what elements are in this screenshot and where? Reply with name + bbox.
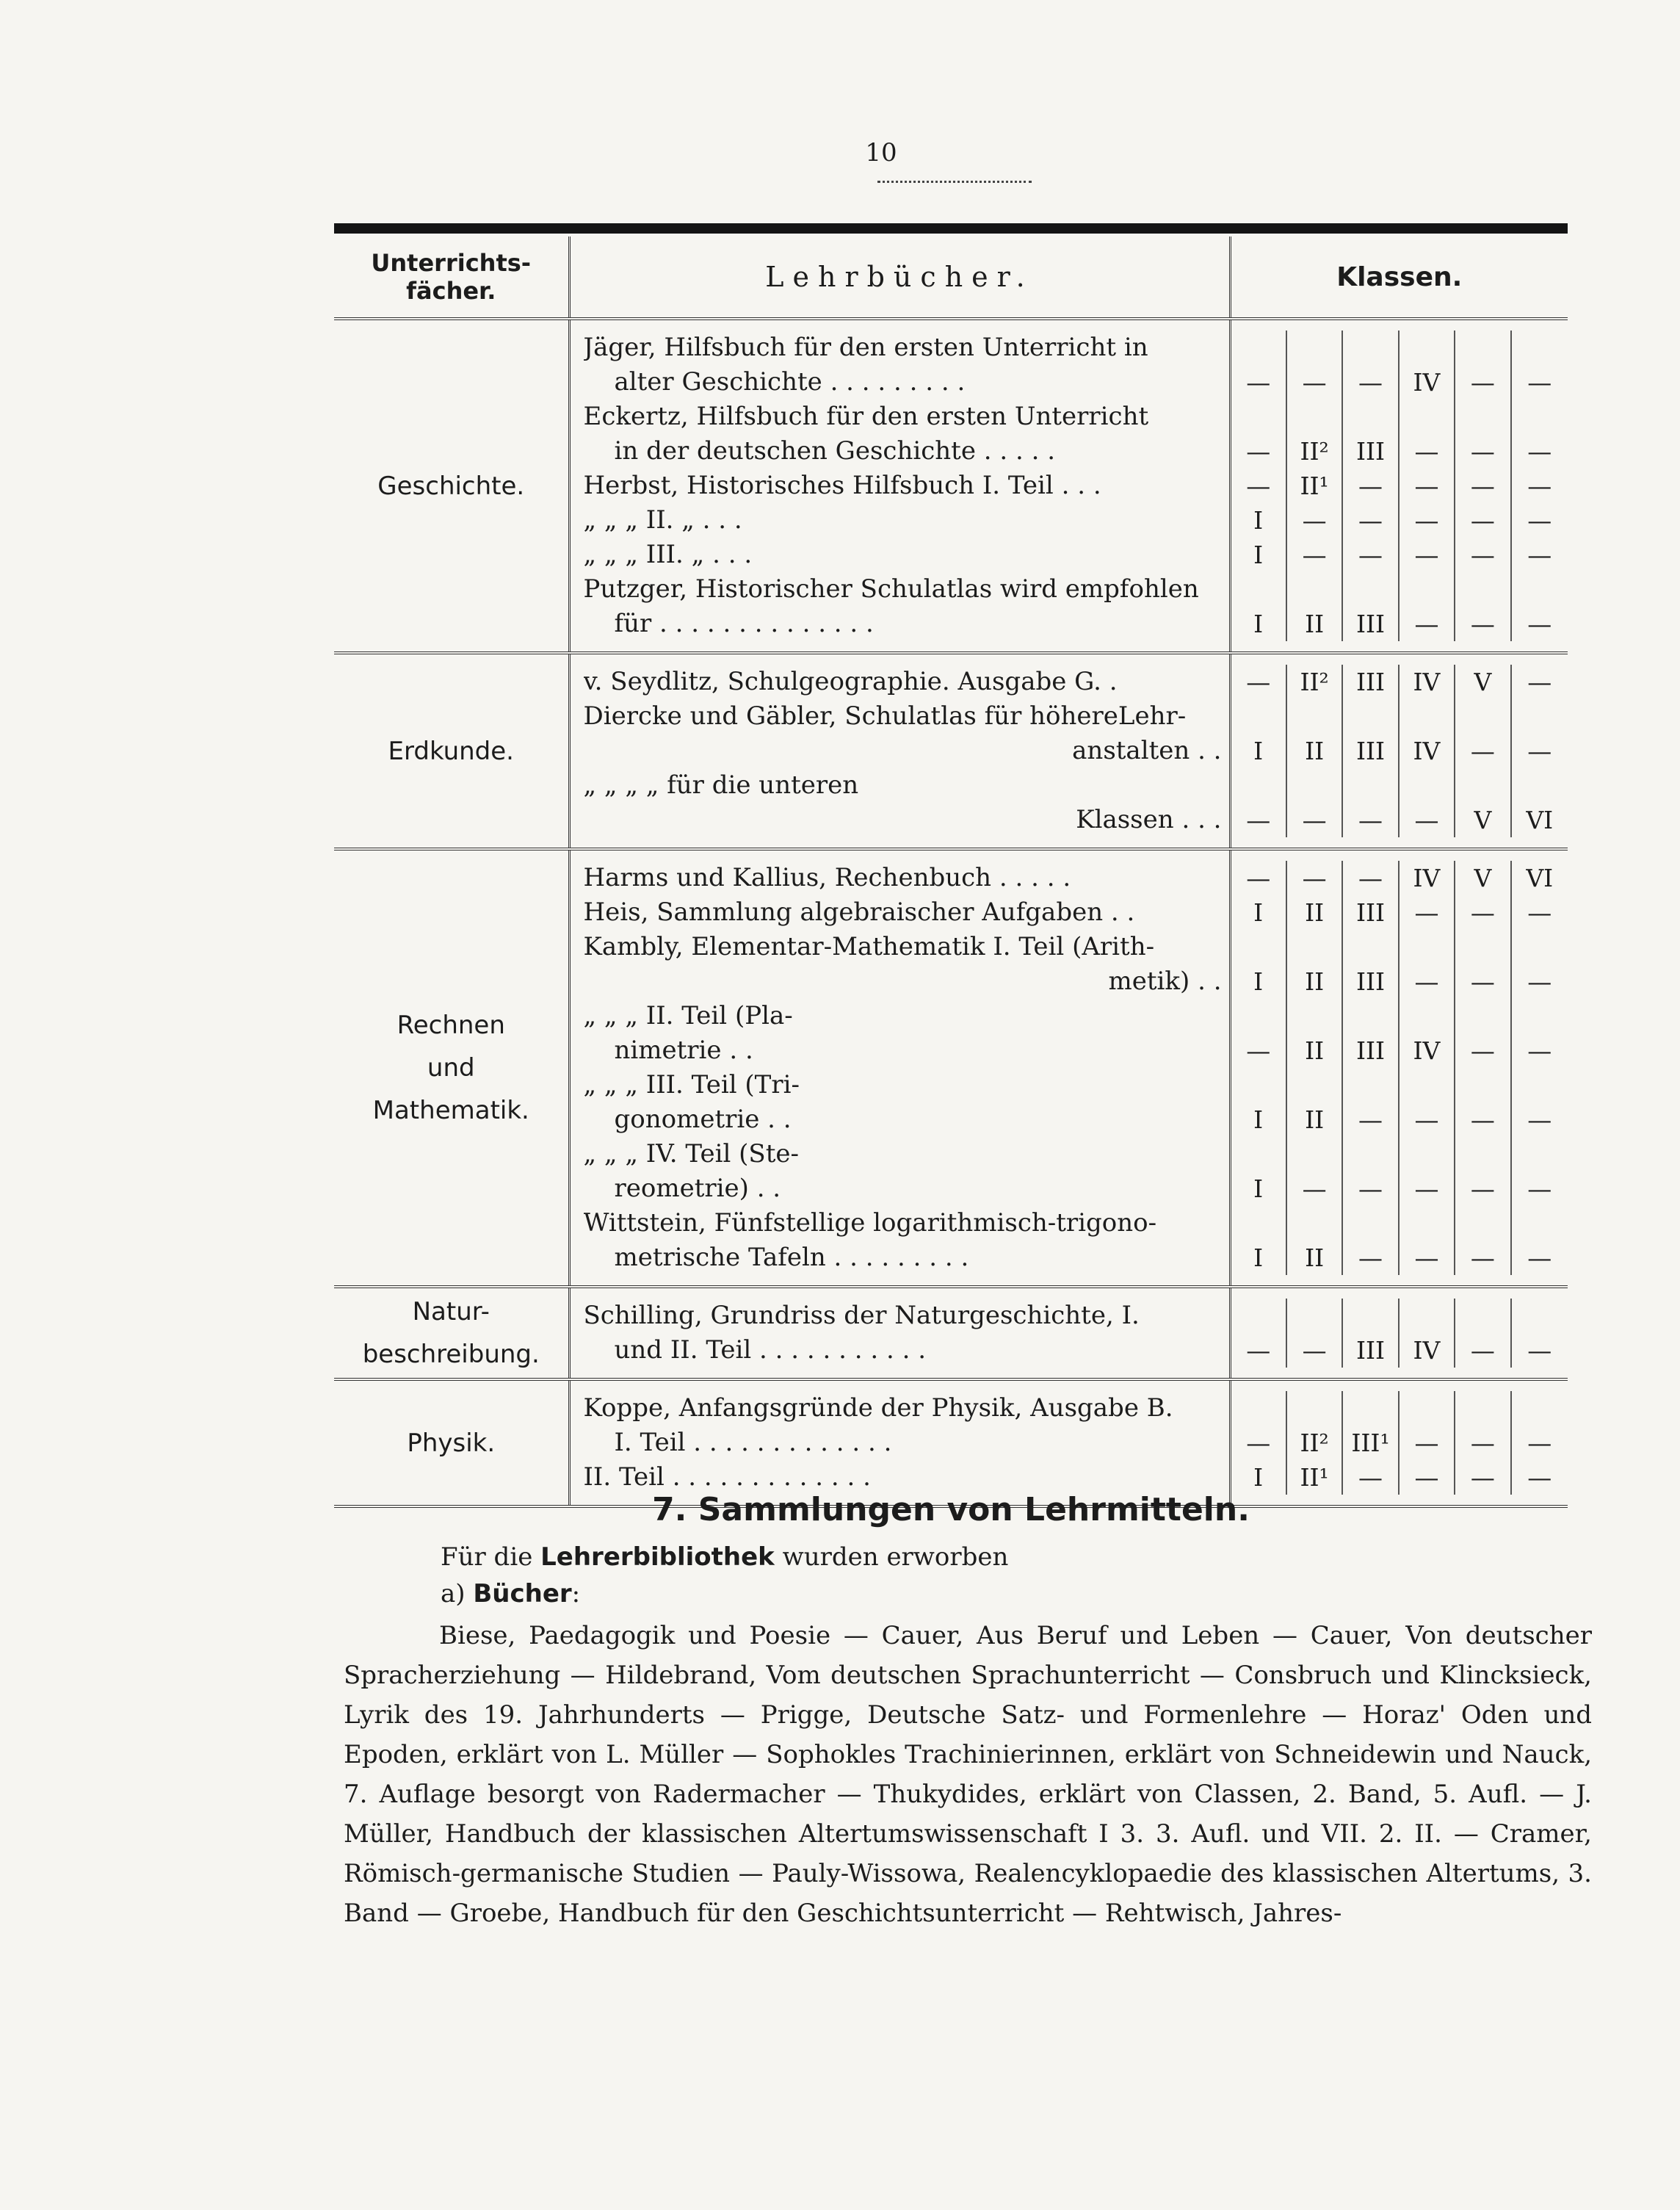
- subheading-line: [441, 1579, 580, 1608]
- class-cell: —: [1455, 1171, 1511, 1206]
- book-line: II. Teil . . . . . . . . . . . . .: [583, 1462, 871, 1492]
- class-cell: III¹: [1343, 1426, 1399, 1460]
- subject-name: Physik.: [334, 1379, 569, 1506]
- subject-name: Rechnen und Mathematik.: [334, 849, 569, 1287]
- class-cell: IV: [1400, 365, 1455, 400]
- class-cell: I: [1231, 538, 1287, 572]
- class-cell: IV: [1400, 665, 1455, 699]
- class-cell-blank: [1287, 400, 1343, 434]
- class-cell-blank: [1343, 331, 1399, 365]
- class-cell: —: [1527, 1036, 1552, 1065]
- table-top-rule: [334, 223, 1568, 234]
- class-cell-blank: [1455, 699, 1511, 734]
- book-line: „ „ „ II. „ . . .: [583, 505, 742, 535]
- class-cell: —: [1287, 503, 1343, 538]
- class-cell: I: [1231, 1460, 1287, 1495]
- class-cell-blank: [1512, 400, 1568, 434]
- class-cell-blank: [1231, 1299, 1287, 1333]
- class-cell: —: [1527, 610, 1552, 638]
- class-cell: —: [1527, 1105, 1552, 1134]
- class-cell: —: [1287, 861, 1343, 895]
- class-cell: —: [1287, 538, 1343, 572]
- section-title: 7. Sammlungen von Lehrmitteln.: [652, 1491, 1250, 1528]
- book-list: [569, 319, 1230, 653]
- class-cell: —: [1231, 1033, 1287, 1068]
- class-cell-blank: [1400, 768, 1455, 803]
- book-line: und II. Teil . . . . . . . . . . .: [614, 1335, 927, 1365]
- class-cell: I: [1231, 1171, 1287, 1206]
- class-assignments: [1230, 1379, 1568, 1506]
- class-cell: —: [1287, 1333, 1343, 1368]
- book-line: Harms und Kallius, Rechenbuch . . . . .: [583, 863, 1071, 892]
- class-cell: —: [1400, 503, 1455, 538]
- class-cell-blank: [1287, 768, 1343, 803]
- book-list: [569, 1379, 1230, 1506]
- class-cell-blank: [1512, 1391, 1568, 1426]
- class-cell: —: [1400, 1171, 1455, 1206]
- class-cell: —: [1231, 665, 1287, 699]
- class-cell-blank: [1231, 1206, 1287, 1241]
- book-line: Jäger, Hilfsbuch für den ersten Unterricht in: [583, 333, 1148, 362]
- class-cell: —: [1343, 1460, 1399, 1495]
- class-cell: III: [1343, 964, 1399, 999]
- class-cell: II: [1287, 1033, 1343, 1068]
- subject-name: Natur- beschreibung.: [334, 1287, 569, 1379]
- class-cell-blank: [1400, 400, 1455, 434]
- class-cell: —: [1527, 506, 1552, 535]
- class-cell: —: [1527, 472, 1552, 500]
- class-cell-blank: [1287, 930, 1343, 964]
- class-cell-blank: [1400, 1068, 1455, 1102]
- class-cell: —: [1527, 898, 1552, 927]
- class-cell: —: [1343, 1171, 1399, 1206]
- class-cell: —: [1527, 437, 1552, 466]
- class-cell: IV: [1400, 1333, 1455, 1368]
- intro-line: [441, 1542, 1008, 1572]
- class-cell: V: [1455, 665, 1511, 699]
- class-cell: III: [1343, 1333, 1399, 1368]
- class-cell: —: [1400, 434, 1455, 469]
- class-cell-blank: [1512, 1137, 1568, 1171]
- class-cell: —: [1231, 469, 1287, 503]
- class-cell: —: [1527, 368, 1552, 397]
- page-number-ornament: [877, 173, 1032, 183]
- class-cell-blank: [1455, 999, 1511, 1033]
- class-cell: —: [1527, 1429, 1552, 1457]
- class-cell-blank: [1512, 1068, 1568, 1102]
- class-cell-blank: [1400, 331, 1455, 365]
- class-cell: —: [1400, 469, 1455, 503]
- class-cell: I: [1231, 1241, 1287, 1275]
- intro-suffix: wurden erworben: [782, 1542, 1009, 1572]
- class-cell-blank: [1343, 1299, 1399, 1333]
- book-line: Heis, Sammlung algebraischer Aufgaben . .: [583, 898, 1135, 927]
- class-cell-blank: [1512, 930, 1568, 964]
- class-cell: —: [1343, 365, 1399, 400]
- class-cell-blank: [1343, 572, 1399, 607]
- class-cell: VI: [1526, 806, 1554, 834]
- class-cell-blank: [1231, 400, 1287, 434]
- subject-name: Geschichte.: [334, 319, 569, 653]
- class-cell: —: [1455, 365, 1511, 400]
- class-cell: —: [1527, 668, 1552, 696]
- sub-suffix: :: [571, 1579, 581, 1608]
- class-cell: —: [1287, 365, 1343, 400]
- class-cell: IV: [1400, 734, 1455, 768]
- page-number: 10: [865, 138, 897, 167]
- class-cell-blank: [1343, 1206, 1399, 1241]
- class-cell: II: [1287, 1102, 1343, 1137]
- intro-bold: Lehrerbibliothek: [540, 1542, 775, 1572]
- class-cell: —: [1455, 503, 1511, 538]
- class-cell: —: [1400, 1426, 1455, 1460]
- book-line: „ „ „ IV. Teil (Ste-: [583, 1139, 799, 1169]
- class-cell: V: [1455, 861, 1511, 895]
- subject-group: [334, 1379, 1568, 1506]
- class-cell: II: [1287, 607, 1343, 641]
- book-line: reometrie) . .: [614, 1174, 781, 1203]
- class-cell: —: [1455, 964, 1511, 999]
- class-cell: II²: [1287, 1426, 1343, 1460]
- class-cell: —: [1455, 734, 1511, 768]
- class-cell-blank: [1512, 1299, 1568, 1333]
- subject-group: [334, 849, 1568, 1287]
- class-cell: II²: [1287, 665, 1343, 699]
- class-cell-blank: [1231, 999, 1287, 1033]
- class-cell: VI: [1526, 864, 1554, 892]
- class-cell: —: [1455, 1033, 1511, 1068]
- class-cell: IV: [1400, 1033, 1455, 1068]
- class-cell: —: [1343, 469, 1399, 503]
- class-cell-blank: [1512, 999, 1568, 1033]
- class-cell-blank: [1455, 1391, 1511, 1426]
- sub-prefix: a): [441, 1579, 466, 1608]
- book-line: Diercke und Gäbler, Schulatlas für höhereLehr-: [583, 701, 1187, 731]
- class-cell-blank: [1400, 1391, 1455, 1426]
- sub-bold: Bücher: [473, 1579, 572, 1608]
- book-line: anstalten . .: [1072, 736, 1222, 765]
- class-cell-blank: [1455, 400, 1511, 434]
- class-cell-blank: [1400, 1299, 1455, 1333]
- class-cell: —: [1527, 1243, 1552, 1272]
- header-books: Lehrbücher.: [569, 236, 1230, 319]
- class-cell: I: [1231, 607, 1287, 641]
- class-cell: —: [1455, 469, 1511, 503]
- class-cell: —: [1400, 1241, 1455, 1275]
- table-header-row: [334, 236, 1568, 319]
- class-cell-blank: [1343, 400, 1399, 434]
- class-cell: I: [1231, 1102, 1287, 1137]
- book-line: „ „ „ „ für die unteren: [583, 770, 859, 800]
- class-cell: I: [1231, 503, 1287, 538]
- class-cell-blank: [1343, 1068, 1399, 1102]
- class-cell: —: [1287, 803, 1343, 837]
- subject-group: [334, 653, 1568, 849]
- class-cell: —: [1400, 538, 1455, 572]
- class-cell-blank: [1512, 768, 1568, 803]
- class-cell-blank: [1231, 1068, 1287, 1102]
- book-list: [569, 849, 1230, 1287]
- class-cell: —: [1400, 964, 1455, 999]
- class-cell-blank: [1287, 699, 1343, 734]
- class-cell-blank: [1455, 768, 1511, 803]
- class-cell-blank: [1287, 1391, 1343, 1426]
- class-cell: II²: [1287, 434, 1343, 469]
- class-cell: I: [1231, 734, 1287, 768]
- class-cell-blank: [1400, 572, 1455, 607]
- class-cell: —: [1455, 1426, 1511, 1460]
- class-cell-blank: [1231, 331, 1287, 365]
- class-cell: II: [1287, 964, 1343, 999]
- class-assignments: [1230, 319, 1568, 653]
- class-cell-blank: [1287, 1137, 1343, 1171]
- book-line: nimetrie . .: [614, 1036, 753, 1065]
- subject-group: [334, 319, 1568, 653]
- class-cell: —: [1231, 365, 1287, 400]
- class-cell: III: [1343, 607, 1399, 641]
- class-cell: —: [1527, 967, 1552, 996]
- class-cell: —: [1455, 1241, 1511, 1275]
- book-list: [569, 1287, 1230, 1379]
- class-cell-blank: [1455, 1068, 1511, 1102]
- class-cell: III: [1343, 434, 1399, 469]
- class-cell: II: [1287, 734, 1343, 768]
- class-cell: —: [1343, 1241, 1399, 1275]
- class-cell: III: [1343, 895, 1399, 930]
- class-cell-blank: [1455, 1206, 1511, 1241]
- intro-prefix: Für die: [441, 1542, 533, 1572]
- class-cell-blank: [1343, 699, 1399, 734]
- book-line: „ „ „ III. „ . . .: [583, 540, 753, 569]
- book-line: „ „ „ III. Teil (Tri-: [583, 1070, 800, 1099]
- book-line: Eckertz, Hilfsbuch für den ersten Unterricht: [583, 402, 1149, 431]
- class-cell-blank: [1455, 930, 1511, 964]
- class-assignments: [1230, 1287, 1568, 1379]
- class-assignments: [1230, 849, 1568, 1287]
- class-cell-blank: [1287, 999, 1343, 1033]
- class-cell: III: [1343, 665, 1399, 699]
- class-cell: —: [1343, 503, 1399, 538]
- book-line: Koppe, Anfangsgründe der Physik, Ausgabe B.: [583, 1393, 1173, 1423]
- book-line: gonometrie . .: [614, 1105, 792, 1134]
- book-line: metrische Tafeln . . . . . . . . .: [614, 1243, 969, 1272]
- book-line: Wittstein, Fünfstellige logarithmisch-trigono-: [583, 1208, 1157, 1238]
- class-cell: III: [1343, 1033, 1399, 1068]
- class-cell-blank: [1343, 999, 1399, 1033]
- class-cell-blank: [1231, 572, 1287, 607]
- class-cell: —: [1343, 1102, 1399, 1137]
- class-cell-blank: [1455, 331, 1511, 365]
- book-line: in der deutschen Geschichte . . . . .: [614, 436, 1056, 466]
- class-cell-blank: [1287, 1206, 1343, 1241]
- book-line: für . . . . . . . . . . . . . .: [614, 609, 874, 638]
- class-cell-blank: [1343, 1391, 1399, 1426]
- class-cell: —: [1400, 895, 1455, 930]
- class-cell-blank: [1343, 930, 1399, 964]
- class-cell: —: [1231, 1333, 1287, 1368]
- class-cell: —: [1455, 607, 1511, 641]
- class-cell: I: [1231, 964, 1287, 999]
- book-list: [569, 653, 1230, 849]
- book-line: Kambly, Elementar-Mathematik I. Teil (Arith-: [583, 932, 1155, 961]
- class-cell-blank: [1455, 1299, 1511, 1333]
- header-subjects: Unterrichts- fächer.: [334, 236, 569, 319]
- class-cell: V: [1455, 803, 1511, 837]
- class-cell-blank: [1287, 331, 1343, 365]
- class-cell-blank: [1400, 930, 1455, 964]
- class-cell: —: [1400, 607, 1455, 641]
- class-cell: II: [1287, 1241, 1343, 1275]
- class-cell-blank: [1512, 331, 1568, 365]
- class-cell-blank: [1512, 572, 1568, 607]
- class-cell-blank: [1343, 768, 1399, 803]
- class-cell-blank: [1287, 1299, 1343, 1333]
- class-cell: I: [1231, 895, 1287, 930]
- class-cell-blank: [1231, 930, 1287, 964]
- header-classes: Klassen.: [1336, 261, 1463, 292]
- class-cell: —: [1231, 803, 1287, 837]
- class-cell: —: [1343, 803, 1399, 837]
- class-cell: III: [1343, 734, 1399, 768]
- subject-group: [334, 1287, 1568, 1379]
- class-cell-blank: [1231, 768, 1287, 803]
- book-line: Schilling, Grundriss der Naturgeschichte, I.: [583, 1301, 1140, 1330]
- textbook-table: [334, 236, 1568, 1508]
- class-cell: —: [1527, 1336, 1552, 1365]
- book-line: I. Teil . . . . . . . . . . . . .: [614, 1428, 892, 1457]
- class-cell: —: [1527, 541, 1552, 569]
- class-cell-blank: [1400, 1137, 1455, 1171]
- book-line: v. Seydlitz, Schulgeographie. Ausgabe G. .: [583, 667, 1118, 696]
- class-assignments: [1230, 653, 1568, 849]
- class-cell-blank: [1400, 1206, 1455, 1241]
- class-cell: —: [1527, 737, 1552, 765]
- book-line: Putzger, Historischer Schulatlas wird empfohlen: [583, 574, 1199, 604]
- class-cell: —: [1287, 1171, 1343, 1206]
- class-cell: —: [1400, 803, 1455, 837]
- class-cell-blank: [1400, 999, 1455, 1033]
- class-cell: —: [1231, 434, 1287, 469]
- book-line: Klassen . . .: [1076, 805, 1222, 834]
- class-cell: —: [1455, 434, 1511, 469]
- class-cell: —: [1527, 1174, 1552, 1203]
- class-cell: —: [1455, 1460, 1511, 1495]
- book-line: metik) . .: [1108, 967, 1222, 996]
- book-line: „ „ „ II. Teil (Pla-: [583, 1001, 793, 1030]
- class-cell: —: [1455, 1102, 1511, 1137]
- class-cell: IV: [1400, 861, 1455, 895]
- class-cell: —: [1455, 1333, 1511, 1368]
- class-cell-blank: [1287, 572, 1343, 607]
- class-cell: —: [1343, 538, 1399, 572]
- subject-name: Erdkunde.: [334, 653, 569, 849]
- class-cell: —: [1343, 861, 1399, 895]
- class-cell-blank: [1343, 1137, 1399, 1171]
- class-cell-blank: [1455, 572, 1511, 607]
- class-cell: —: [1455, 538, 1511, 572]
- class-cell: —: [1400, 1102, 1455, 1137]
- class-cell-blank: [1231, 1137, 1287, 1171]
- book-line: alter Geschichte . . . . . . . . .: [614, 367, 966, 397]
- class-cell-blank: [1512, 699, 1568, 734]
- class-cell: —: [1527, 1463, 1552, 1492]
- book-list-paragraph: Biese, Paedagogik und Poesie — Cauer, Aus Beruf und Leben — Cauer, Von deutscher Spracherziehung — Hildebrand, Vom deutschen Sprachunterricht — Consbruch und Klincksieck, Lyrik des 19. Jahrhunderts — Prigge, Deutsche Satz- und Formenlehre — Horaz' Oden und Epoden, erklärt von L. Müller — Sophokles Trachinierinnen, erklärt von Schneidewin und Nauck, 7. Auflage besorgt von Radermacher — Thukydides, erklärt von Classen, 2. Band, 5. Aufl. — J. Müller, Handbuch der klassischen Altertumswissenschaft I 3. 3. Aufl. und VII. 2. II. — Cramer, Römisch-germanische Studien — Pauly-Wissowa, Realencyklopaedie des klassischen Altertums, 3. Band — Groebe, Handbuch für den Geschichtsunterricht — Rehtwisch, Jahres-: [344, 1621, 1592, 1928]
- class-cell-blank: [1287, 1068, 1343, 1102]
- class-cell: —: [1400, 1460, 1455, 1495]
- class-cell-blank: [1512, 1206, 1568, 1241]
- class-cell: —: [1231, 1426, 1287, 1460]
- class-cell: —: [1231, 861, 1287, 895]
- class-cell: II¹: [1287, 469, 1343, 503]
- class-cell-blank: [1231, 1391, 1287, 1426]
- class-cell: II¹: [1287, 1460, 1343, 1495]
- book-line: Herbst, Historisches Hilfsbuch I. Teil . . .: [583, 471, 1101, 500]
- class-cell-blank: [1231, 699, 1287, 734]
- class-cell: II: [1287, 895, 1343, 930]
- class-cell: —: [1455, 895, 1511, 930]
- class-cell-blank: [1455, 1137, 1511, 1171]
- class-cell-blank: [1400, 699, 1455, 734]
